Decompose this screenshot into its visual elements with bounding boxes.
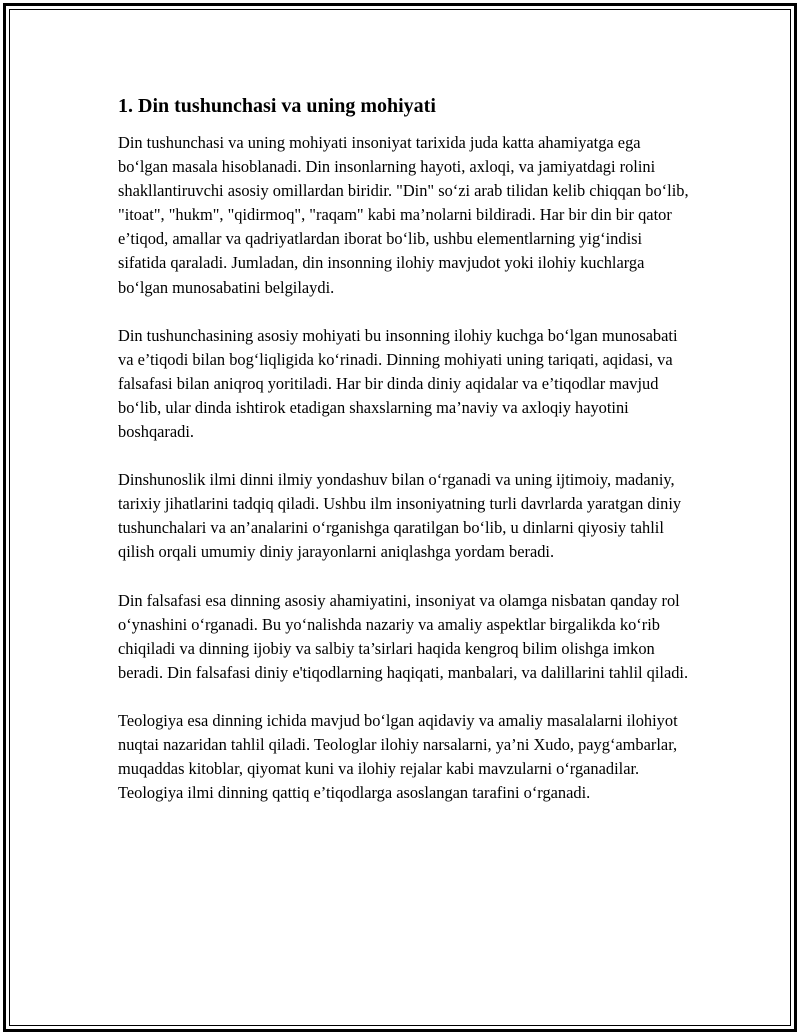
section-heading: 1. Din tushunchasi va uning mohiyati <box>118 95 436 117</box>
paragraph-1: Din tushunchasi va uning mohiyati insoniyat tarixida juda katta ahamiyatga ega bo‘lgan masala hisoblanadi. Din insonlarning hayoti, axloqi, va jamiyatdagi rolini shakllantiruvchi asosiy omillardan biridir. "Din" so‘zi arab tilidan kelib chiqqan bo‘lib, "itoat", "hukm", "qidirmoq", "raqam" kabi ma’nolarni bildiradi. Har bir din bir qator e’tiqod, amallar va qadriyatlardan iborat bo‘lib, ushbu elementlarning yig‘indisi sifatida qaraladi. Jumladan, din insonning ilohiy mavjudot yoki ilohiy kuchlarga bo‘lgan munosabatini belgilaydi. <box>118 133 689 297</box>
paragraph-2: Din tushunchasining asosiy mohiyati bu insonning ilohiy kuchga bo‘lgan munosabati va e’tiqodi bilan bog‘liqligida ko‘rinadi. Dinning mohiyati uning tariqati, aqidasi, va falsafasi bilan aniqroq yoritiladi. Har bir dinda diniy aqidalar va e’tiqodlar mavjud bo‘lib, ular dinda ishtirok etadigan shaxslarning ma’naviy va axloqiy hayotini boshqaradi. <box>118 325 678 442</box>
paragraph-4: Din falsafasi esa dinning asosiy ahamiyatini, insoniyat va olamga nisbatan qanday rol o‘ynashini o‘rganadi. Bu yo‘nalishda nazariy va amaliy aspektlar birgalikda ko‘rib chiqiladi va dinning ijobiy va salbiy ta’sirlari haqida kengroq bilim olishga imkon beradi. Din falsafasi diniy e'tiqodlarning haqiqati, manbalari, va dalillarini tahlil qiladi. <box>118 590 689 682</box>
document-body <box>118 92 693 829</box>
paragraph-5: Teologiya esa dinning ichida mavjud bo‘lgan aqidaviy va amaliy masalalarni ilohiyot nuqtai nazaridan tahlil qiladi. Teologlar ilohiy narsalarni, ya’ni Xudo, payg‘ambarlar, muqaddas kitoblar, qiyomat kuni va ilohiy rejalar kabi mavzularni o‘rganadilar. Teologiya ilmi dinning qattiq e’tiqodlarga asoslangan tarafini o‘rganadi. <box>118 710 678 803</box>
paragraph-3: Dinshunoslik ilmi dinni ilmiy yondashuv bilan o‘rganadi va uning ijtimoiy, madaniy, tarixiy jihatlarini tadqiq qiladi. Ushbu ilm insoniyatning turli davrlarda yaratgan diniy tushunchalari va an’analarini o‘rganishga qaratilgan bo‘lib, u dinlarni qiyosiy tahlil qilish orqali umumiy diniy jarayonlarni aniqlashga yordam beradi. <box>118 470 682 562</box>
